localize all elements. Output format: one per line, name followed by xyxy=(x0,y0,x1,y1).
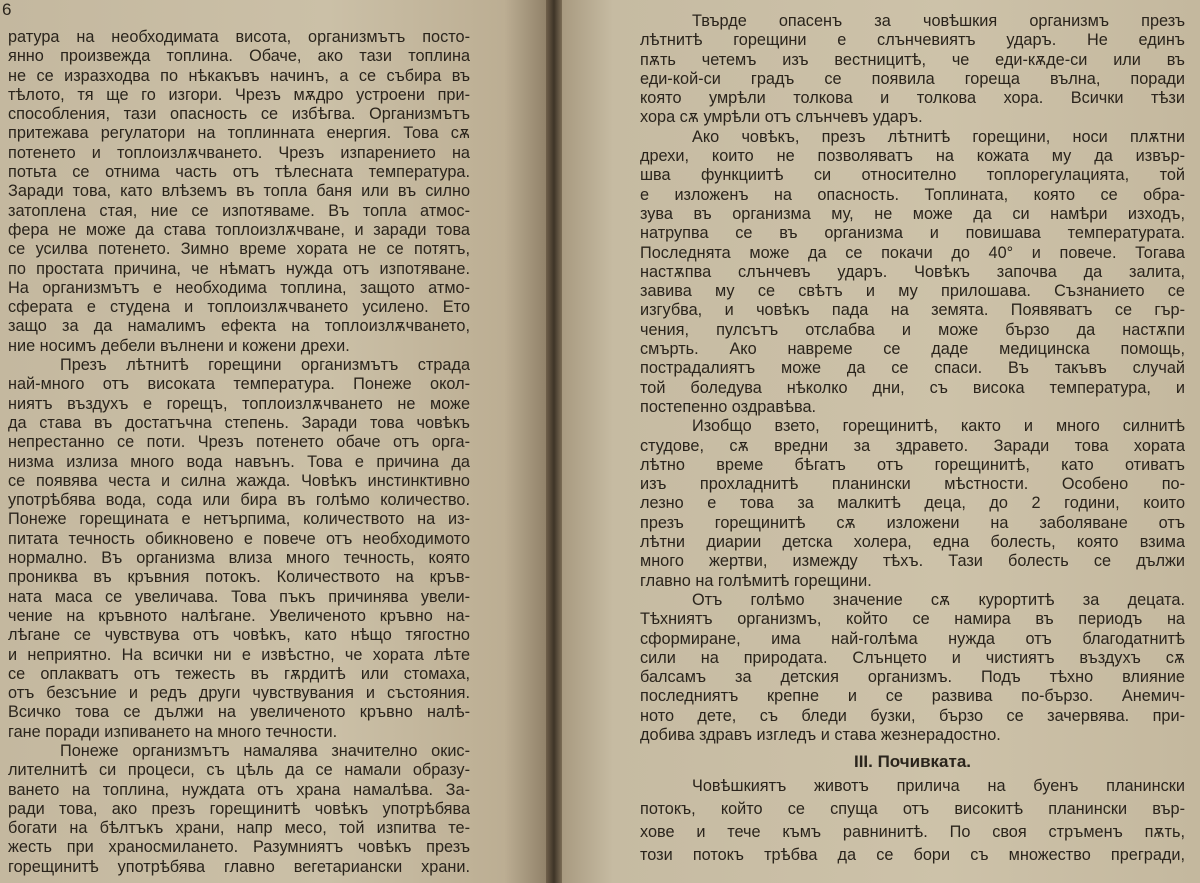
text-line: зува въ организма му, не може да си намѣри изходъ, xyxy=(640,204,1185,223)
text-line: завива му се свѣтъ и му прилошава. Съзнанието се xyxy=(640,282,1185,301)
text-line: ната маса се увеличава. Това пъкъ причинява увели- xyxy=(8,587,470,606)
text-line: фера не може да става топлоизлѫчване, и заради това xyxy=(8,220,470,239)
text-line: главно на голѣмитѣ горещини. xyxy=(640,571,872,590)
text-line: гане поради изпиването на много течности. xyxy=(8,722,338,741)
text-line: ниятъ въздухъ е горещъ, топлоизлѫчването не може xyxy=(8,394,470,413)
text-line: сформиране, има най-голѣма нужда отъ благодатнитѣ xyxy=(640,629,1185,648)
text-line: много жертви, измежду тѣхъ. Тази болесть се дължи xyxy=(640,552,1185,571)
text-line: не се изразходва по нѣкакъвъ начинъ, а се събира въ xyxy=(8,66,470,85)
text-line: прониква въ кръвния потокъ. Количеството на кръв- xyxy=(8,568,470,587)
text-line: низма излиза много вода навънъ. Това е причина да xyxy=(8,452,470,471)
text-line: Човѣшкиятъ животъ прилича на буенъ планински xyxy=(692,777,1185,796)
text-line: затоплена стая, ние се изпотяваме. Въ топла атмос- xyxy=(8,201,470,220)
text-line: се усилва потенето. Зимно време хората не се потятъ, xyxy=(8,240,470,259)
text-line: добива здравъ изгледъ и става жезнерадостно. xyxy=(640,725,1001,744)
text-line: изгубва, и човѣкъ пада на земята. Появяватъ се гър- xyxy=(640,301,1185,320)
text-line: ното дете, съ бледи бузки, бързо се зачервява. при- xyxy=(640,706,1185,725)
text-line: най-много отъ високата температура. Понеже окол- xyxy=(8,375,470,394)
text-line: този потокъ трѣбва да се бори съ множество прегради, xyxy=(640,846,1185,865)
text-line: шва функциитѣ си относително топлорегулацията, той xyxy=(640,166,1185,185)
text-line: лезно е това за малкитѣ деца, до 2 години, които xyxy=(640,494,1185,513)
text-line: потенето и топлоизлѫчването. Чрезъ изпарението на xyxy=(8,143,470,162)
text-line: янно произвежда топлина. Обаче, ако тази топлина xyxy=(8,47,470,66)
text-line: сферата е студена и топлоизлѫчването усилено. Ето xyxy=(8,298,470,317)
text-line: дрехи, които не позволяватъ на кожата му да извър- xyxy=(640,147,1185,166)
text-line: потьта се отнима часть отъ тѣлесната температура. xyxy=(8,163,470,182)
text-line: жесть при храносмилането. Разумниятъ човѣкъ презъ xyxy=(8,838,470,857)
right-page xyxy=(562,0,1200,883)
text-line: тѣлото, тя ще го изгори. Чрезъ мѫдро устроени при- xyxy=(8,85,470,104)
text-line: горещинитѣ употрѣбява главно вегетариански храни. xyxy=(8,857,470,876)
text-line: непрестанно се поти. Чрезъ потенето обаче отъ орга- xyxy=(8,433,470,452)
text-line: се оплакватъ отъ тежесть въ гѫрдитѣ или стомаха, xyxy=(8,664,470,683)
text-line: лѣгане се чувствува отъ човѣкъ, като нѣщо тягостно xyxy=(8,626,470,645)
text-line: защо за да намалимъ ефекта на топлоизлѫчването, xyxy=(8,317,470,336)
text-line: Заради това, като влѣземъ въ топла баня или въ силно xyxy=(8,182,470,201)
text-line: е изложенъ на опасность. Топлината, която се обра- xyxy=(640,185,1185,204)
text-line: балсамъ за детския организмъ. Подъ тѣхно влияние xyxy=(640,668,1185,687)
text-line: лѣтнитѣ горещини е слънчевиятъ ударъ. Не единъ xyxy=(640,31,1185,50)
text-line: натрупва се въ организма и повишава температурата. xyxy=(640,224,1185,243)
text-line: изъ прохладнитѣ планински мѣстности. Особено по- xyxy=(640,475,1185,494)
section-heading: III. Почивката. xyxy=(853,752,972,772)
text-line: настѫпва слънчевъ ударъ. Човѣкъ започва да залита, xyxy=(640,262,1185,281)
text-line: Всичко това се дължи на увеличеното кръвно налѣ- xyxy=(8,703,470,722)
text-line: Тѣхниятъ организмъ, който се намира въ периодъ на xyxy=(640,610,1185,629)
text-line: способления, тази опасность се избѣгва. Организмътъ xyxy=(8,105,470,124)
text-line: последниятъ крепне и се развива по-бързо. Анемич- xyxy=(640,687,1185,706)
text-line: се появява честа и силна жажда. Човѣкъ инстинктивно xyxy=(8,471,470,490)
text-line: хове и тече къмъ равнинитѣ. По своя стръменъ пѫть, xyxy=(640,823,1185,842)
text-line: Презъ лѣтнитѣ горещини организмътъ страда xyxy=(60,356,470,375)
text-line: На организмътъ е необходима топлина, защото атмо- xyxy=(8,278,470,297)
text-line: постепенно оздравѣва. xyxy=(640,397,817,416)
text-line: чение на кръвното налѣгане. Увеличеното кръвно на- xyxy=(8,606,470,625)
text-line: пострадалиятъ може да се спаси. Въ такъвъ случай xyxy=(640,359,1185,378)
text-line: сили на природата. Слънцето и чистиятъ въздухъ сѫ xyxy=(640,648,1185,667)
text-line: лѣтно време бѣгатъ отъ горещинитѣ, като отиватъ xyxy=(640,455,1185,474)
text-line: хора сѫ умрѣли отъ слънчевъ ударъ. xyxy=(640,108,923,127)
text-line: еди-кой-си градъ се появила гореща вълна, поради xyxy=(640,69,1185,88)
text-line: ради това, ако презъ горещинитѣ човѣкъ употрѣбява xyxy=(8,799,470,818)
text-line: потокъ, който се спуща отъ високитѣ планински вър- xyxy=(640,800,1185,819)
text-line: да става въ достатъчна степень. Заради това човѣкъ xyxy=(8,413,470,432)
text-line: нормално. Въ организма влиза много течность, която xyxy=(8,549,470,568)
text-line: ние носимъ дебели вълнени и кожени дрехи. xyxy=(8,336,350,355)
book-spine-gutter xyxy=(546,0,562,883)
text-line: той боледува нѣколко дни, съ висока температура, и xyxy=(640,378,1185,397)
text-line: богати на бѣлтъкъ храни, напр месо, той изпитва те- xyxy=(8,819,470,838)
page-number: 6 xyxy=(2,0,12,19)
text-line: Твърде опасенъ за човѣшкия организмъ презъ xyxy=(692,12,1185,30)
text-line: лителнитѣ си процеси, съ цѣль да се намали образу- xyxy=(8,761,470,780)
text-line: притежава регулатори на топлинната енергия. Това сѫ xyxy=(8,124,470,143)
text-line: презъ горещинитѣ сѫ изложени на заболяване отъ xyxy=(640,513,1185,532)
text-line: смърть. Ако навреме се даде медицинска помощь, xyxy=(640,340,1185,359)
text-line: студове, сѫ вредни за здравето. Заради това хората xyxy=(640,436,1185,455)
right-page-text xyxy=(640,12,1185,867)
text-line: питата течность обикновено е повече отъ необходимото xyxy=(8,529,470,548)
text-line: отъ безсъние и редъ други чувствувания и състояния. xyxy=(8,684,470,703)
text-line: Последнята може да се покачи до 40° и повече. Тогава xyxy=(640,243,1185,262)
text-line: и неприятно. На всички ни е извѣстно, че хората лѣте xyxy=(8,645,470,664)
left-page-text xyxy=(8,28,470,877)
text-line: пѫть четемъ изъ вестницитѣ, че еди-кѫде-си или въ xyxy=(640,50,1185,69)
text-line: лѣтни диарии детска холера, една болесть, която взима xyxy=(640,533,1185,552)
text-line: ратура на необходимата висота, организмътъ посто- xyxy=(8,28,470,46)
text-line: по простата причина, че нѣматъ нужда отъ изпотяване. xyxy=(8,259,470,278)
text-line: употрѣбява вода, сода или бира въ голѣмо количество. xyxy=(8,491,470,510)
text-line: Изобщо взето, горещинитѣ, както и много силнитѣ xyxy=(692,417,1185,436)
text-line: Ако човѣкъ, презъ лѣтнитѣ горещини, носи плѫтни xyxy=(692,127,1185,146)
text-line: която умрѣли толкова и толкова хора. Всички тѣзи xyxy=(640,89,1185,108)
text-line: Понеже организмътъ намалява значително окис- xyxy=(60,741,470,760)
text-line: ването на топлина, нуждата отъ храна намалѣва. За- xyxy=(8,780,470,799)
left-page xyxy=(0,0,548,883)
text-line: Понеже горещината е нетърпима, количеството на из- xyxy=(8,510,470,529)
text-line: Отъ голѣмо значение сѫ курортитѣ за децата. xyxy=(692,590,1185,609)
text-line: чения, пулсътъ отслабва и може бързо да настѫпи xyxy=(640,320,1185,339)
